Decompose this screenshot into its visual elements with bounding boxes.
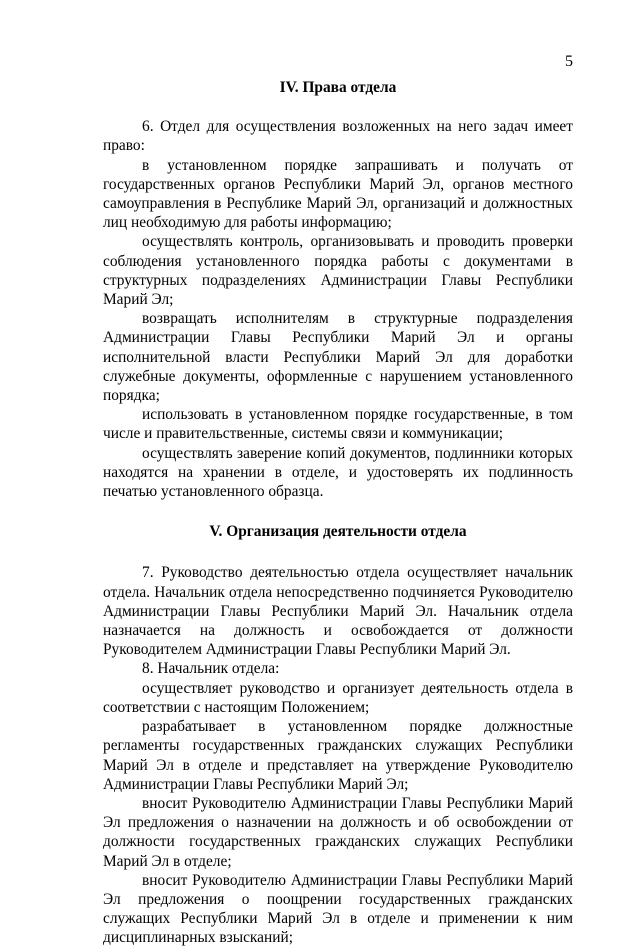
- section-organization: [103, 522, 573, 947]
- paragraph: вносит Руководителю Администрации Главы Республики Марий Эл предложения о поощрении государственных гражданских служащих Республики Марий Эл в отделе и применении к ним дисциплинарных взысканий;: [103, 871, 573, 947]
- document-body: [103, 78, 573, 948]
- page-number: 5: [565, 53, 573, 70]
- paragraph: разрабатывает в установленном порядке должностные регламенты государственных гражданских служащих Республики Марий Эл в отделе и представляет на утверждение Руководителю Администрации Главы Республики Марий Эл;: [103, 718, 573, 793]
- paragraph: использовать в установленном порядке государственные, в том числе и правительственные, системы связи и коммуникации;: [103, 406, 573, 443]
- section-heading: IV. Права отдела: [279, 79, 397, 96]
- paragraph: 6. Отдел для осуществления возложенных на него задач имеет право:: [103, 118, 573, 155]
- paragraph: осуществлять контроль, организовывать и проводить проверки соблюдения установленного порядка работы с документами в структурных подразделениях Администрации Главы Республики Марий Эл;: [103, 233, 573, 309]
- paragraph: 8. Начальник отдела:: [142, 660, 280, 678]
- paragraph: 7. Руководство деятельностью отдела осуществляет начальник отдела. Начальник отдела непосредственно подчиняется Руководителю Администрации Главы Республики Марий Эл. Начальник отдела назначается на должность и освобождается от должности Руководителем Администрации Главы Республики Марий Эл.: [103, 564, 573, 659]
- section-heading: V. Организация деятельности отдела: [209, 523, 467, 541]
- paragraph: возвращать исполнителям в структурные подразделения Администрации Главы Республики Марий Эл и органы исполнительной власти Республики Марий Эл для доработки служебные документы, оформленные с нарушением установленного порядка;: [103, 310, 573, 405]
- section-rights: [103, 78, 573, 501]
- paragraph: осуществлять заверение копий документов, подлинники которых находятся на хранении в отделе, и удостоверять их подлинность печатью установленного образца.: [103, 444, 573, 501]
- paragraph: в установленном порядке запрашивать и получать от государственных органов Республики Марий Эл, органов местного самоуправления в Республике Марий Эл, организаций и должностных лиц необходимую для работы информацию;: [103, 156, 573, 232]
- paragraph: осуществляет руководство и организует деятельность отдела в соответствии с настоящим Положением;: [103, 679, 573, 716]
- paragraph: вносит Руководителю Администрации Главы Республики Марий Эл предложения о назначении на должность и об освобождении от должности государственных гражданских служащих Республики Марий Эл в отделе;: [103, 794, 573, 870]
